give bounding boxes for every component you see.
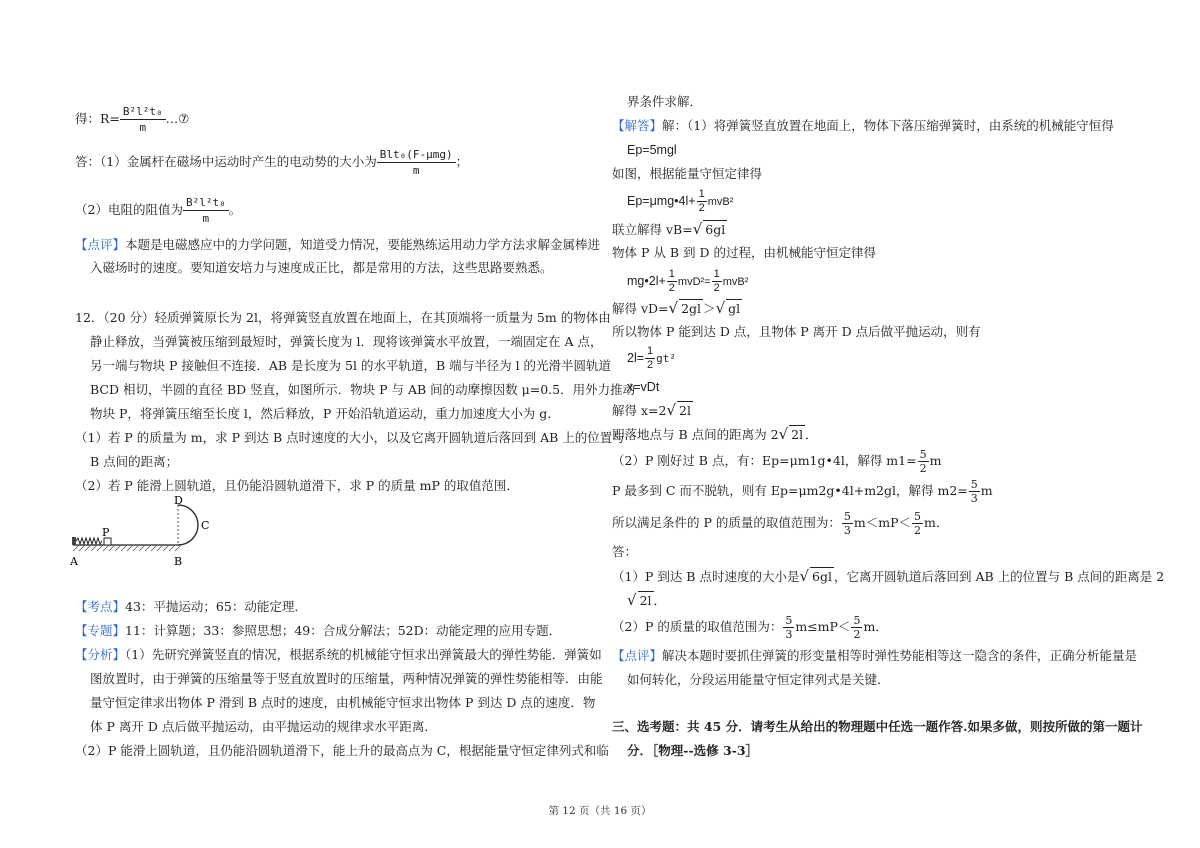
denominator: 2 (698, 202, 705, 215)
section-3-line-2: 分．［物理--选修 3-3］ (627, 743, 759, 758)
fraction (667, 268, 677, 295)
eq-text-2: m≤mP＜ (795, 619, 851, 634)
sqrt-content-2: gl (728, 301, 741, 316)
eq-text: 2l= (627, 351, 645, 365)
r-line-7: 物体 P 从 B 到 D 的过程，由机械能守恒定律得 (612, 245, 876, 260)
review-tag: 【点评】 (75, 237, 126, 252)
block-p (104, 538, 111, 545)
eq-text: 解得 vD= (612, 301, 669, 316)
sqrt-symbol-2: √ (715, 299, 726, 317)
eq-tail: mvB² (707, 196, 734, 208)
label-c: C (201, 519, 210, 532)
numerator: 1 (713, 268, 720, 281)
denominator: 3 (970, 492, 978, 505)
eq-text: mg•2l+ (627, 274, 666, 288)
fraction-2 (712, 268, 722, 295)
jieda-text: 解：（1）将弹簧竖直放置在地面上，物体下落压缩弹簧时，由系统的机械能守恒得 (662, 118, 1114, 133)
fenxi-line-3: 量守恒定律求出物体 P 滑到 B 点时的速度，由机械能守恒求出物体 P 到达 D 点的速度．物 (90, 695, 596, 710)
sqrt-content: 2l (639, 593, 652, 608)
review-line-2: 入磁场时的速度。要知道安培力与速度成正比，都是常用的方法，这些思路要熟悉。 (90, 260, 553, 275)
sqrt-content: 6gl (705, 222, 726, 237)
dianping-line-2: 如何转化，分段运用能量守恒定律列式是关键． (627, 672, 890, 687)
numerator: 5 (913, 510, 921, 523)
denominator: 3 (785, 628, 793, 641)
denominator: m (139, 121, 147, 134)
dianping-text: 解决本题时要抓住弹簧的形变量相等时弹性势能相等这一隐含的条件，正确分析能量是 (662, 648, 1138, 663)
r-line-17 (612, 508, 948, 538)
sqrt-symbol: √ (799, 567, 810, 585)
answer-2-text: （2）电阻的阻值为 (75, 202, 183, 217)
r-line-3: Ep=5mgl (627, 143, 677, 157)
denominator: 3 (843, 524, 851, 537)
eq-text-2: ，它离开圆轨道后落回到 AB 上的位置与 B 点间的距离是 2 (834, 569, 1165, 584)
fenxi-tag: 【分析】 (75, 647, 126, 662)
sqrt-content: 6gl (812, 569, 832, 584)
r-line-12: x=vDt (627, 380, 660, 394)
eq-unit: m (980, 483, 993, 498)
denominator: 2 (919, 462, 927, 475)
fraction (377, 147, 456, 178)
jieda-tag: 【解答】 (612, 118, 663, 133)
r-line-11 (627, 343, 676, 374)
fraction (120, 104, 166, 135)
eq-text-3: m． (923, 515, 949, 530)
r-line-14 (612, 425, 818, 444)
denominator: 2 (713, 282, 720, 295)
greater-than: ＞ (703, 301, 716, 316)
fraction-2 (912, 510, 923, 537)
sqrt-content: 2gl (681, 301, 702, 316)
answer-2-suffix: 。 (228, 202, 242, 217)
denominator: 2 (647, 359, 654, 372)
eq-text-3: mvB² (722, 276, 749, 288)
answer-2 (75, 190, 241, 230)
eq-text: 联立解得 vB= (612, 222, 693, 237)
numerator: 5 (919, 448, 927, 461)
review-line-1 (75, 236, 600, 254)
sqrt-symbol: √ (666, 401, 677, 419)
page-footer: 第 12 页（共 16 页） (548, 805, 652, 817)
fenxi-text: （1）先研究弹簧竖直的情况，根据系统的机械能守恒求出弹簧最大的弹性势能．弹簧如 (125, 647, 602, 662)
answer-1-suffix: ； (455, 154, 469, 169)
spring (76, 538, 102, 544)
answer-1-text: 答：（1）金属杆在磁场中运动时产生的电动势的大小为 (75, 154, 377, 169)
eq-text: （2）P 的质量的取值范围为： (612, 619, 783, 634)
label-p: P (102, 526, 110, 539)
fraction (842, 510, 853, 537)
r-line-13 (612, 401, 693, 420)
eq-text-2: mvD²= (677, 276, 711, 288)
zhuanti-tag: 【专题】 (75, 623, 126, 638)
eq-text: Ep=μmg•4l+ (627, 194, 696, 208)
fraction (183, 195, 229, 226)
denominator: 2 (913, 524, 921, 537)
semicircle-track (178, 505, 198, 545)
question-12-line-5: 物块 P，将弹簧压缩至长度 l，然后释放，P 开始沿轨道运动，重力加速度大小为 g． (90, 406, 560, 421)
r-line-1: 界条件求解． (627, 94, 703, 109)
r-line-18: 答： (612, 544, 638, 559)
numerator: 1 (698, 188, 705, 201)
label-b: B (174, 555, 183, 568)
subquestion-1-line-1: （1）若 P 的质量为 m，求 P 到达 B 点时速度的大小，以及它离开圆轨道后落回到 AB 上的位置与 (75, 430, 625, 445)
numerator: B²l²t₀ (183, 195, 229, 211)
eq-text-2: m＜mP＜ (853, 515, 911, 530)
denominator: 2 (668, 282, 675, 295)
question-12-line-4: BCD 相切，半圆的直径 BD 竖直，如图所示．物块 P 与 AB 间的动摩擦因数 μ=0.5．用外力推动 (90, 382, 636, 397)
r-line-5 (627, 186, 733, 217)
numerator: 5 (970, 478, 978, 491)
fenxi-line-5: （2）P 能滑上圆轨道，且仍能沿圆轨道滑下，能上升的最高点为 C，根据能量守恒定律列式和临 (75, 743, 609, 758)
numerator: 1 (668, 268, 675, 281)
eq-text-2: gt² (656, 352, 677, 365)
r-line-15 (612, 446, 941, 476)
sqrt-content: 2l (679, 403, 691, 418)
numerator: 5 (843, 510, 851, 523)
answer-1 (75, 142, 468, 182)
question-12-line-3: 另一端与物块 P 接触但不连接．AB 是长度为 5l 的水平轨道，B 端与半径为 l 的光滑半圆轨道 (90, 358, 612, 373)
eq-text: （2）P 刚好过 B 点，有：Ep=μm1g•4l，解得 m1= (612, 453, 917, 468)
r-line-4: 如图，根据能量守恒定律得 (612, 166, 763, 181)
question-12-line-1: 12．（20 分）轻质弹簧原长为 2l，将弹簧竖直放置在地面上，在其顶端将一质量为 5m 的物体由 (75, 310, 611, 325)
fenxi-line-4: 体 P 离开 D 点后做平抛运动，由平抛运动的规律求水平距离． (90, 719, 437, 734)
eq-text: 所以满足条件的 P 的质量的取值范围为： (612, 515, 841, 530)
eq-suffix: ． (653, 593, 667, 608)
eq-text: （1）P 到达 B 点时速度的大小是 (612, 569, 800, 584)
result-prefix: 得：R= (75, 111, 120, 126)
numerator: 5 (785, 614, 793, 627)
eq-text: P 最多到 C 而不脱轨，则有 Ep=μm2g•4l+m2gl，解得 m2= (612, 483, 968, 498)
denominator: m (412, 164, 420, 177)
numerator: 1 (647, 345, 654, 358)
kaodian-tag: 【考点】 (75, 599, 126, 614)
wall (72, 537, 76, 545)
eq-unit: m (929, 453, 942, 468)
kaodian (75, 598, 307, 616)
eq-text: 解得 x=2 (612, 403, 667, 418)
r-line-19 (612, 567, 1164, 586)
denominator: m (202, 212, 210, 225)
subquestion-2: （2）若 P 能滑上圆轨道，且仍能沿圆轨道滑下，求 P 的质量 mP 的取值范围． (75, 478, 519, 493)
result-r (75, 99, 189, 139)
numerator: B²l²t₀ (120, 104, 166, 120)
sqrt-symbol: √ (692, 220, 703, 238)
numerator: Blt₀(F-μmg) (377, 147, 456, 163)
numerator: 5 (853, 614, 861, 627)
fraction (918, 448, 929, 475)
sqrt-symbol: √ (778, 425, 789, 443)
eq-text: 即落地点与 B 点间的距离为 2 (612, 427, 779, 442)
eq-text-3: m． (863, 619, 888, 634)
zhuanti (75, 622, 561, 640)
fraction (783, 614, 794, 641)
track-figure (70, 495, 220, 575)
r-line-16 (612, 476, 993, 506)
label-d: D (174, 495, 183, 507)
kaodian-text: 43：平抛运动；65：动能定理． (125, 599, 307, 614)
review-text: 本题是电磁感应中的力学问题，知道受力情况，要能熟练运用动力学方法求解金属棒进 (125, 237, 601, 252)
denominator: 2 (853, 628, 861, 641)
result-suffix: …⑦ (165, 111, 190, 126)
r-line-10: 所以物体 P 能到达 D 点，且物体 P 离开 D 点后做平抛运动，则有 (612, 324, 981, 339)
fraction (969, 478, 980, 505)
label-a: A (70, 555, 78, 568)
r-line-20 (627, 591, 666, 610)
fraction-2 (851, 614, 862, 641)
sqrt-symbol: √ (668, 299, 679, 317)
section-3-line-1: 三、选考题：共 45 分．请考生从给出的物理题中任选一题作答.如果多做，则按所做的第一题计 (612, 719, 1143, 734)
sqrt-content: 2l (791, 427, 804, 442)
r-line-9 (612, 299, 742, 318)
jieda (612, 117, 1114, 135)
r-line-21 (612, 612, 888, 642)
fraction (645, 345, 655, 372)
dianping (612, 647, 1137, 665)
sqrt-symbol: √ (627, 591, 637, 609)
ground-hatch (73, 545, 180, 551)
fenxi-line-1 (75, 646, 602, 664)
dianping-tag: 【点评】 (612, 648, 663, 663)
zhuanti-text: 11：计算题；33：参照思想；49：合成分解法；52D：动能定理的应用专题． (125, 623, 562, 638)
r-line-8 (627, 266, 748, 297)
question-12-line-2: 静止释放，当弹簧被压缩到最短时，弹簧长度为 l．现将该弹簧水平放置，一端固定在 A 点， (90, 334, 603, 349)
r-line-6 (612, 220, 727, 239)
fenxi-line-2: 图放置时，由于弹簧的压缩量等于竖直放置时的压缩量，两种情况弹簧的弹性势能相等．由能 (90, 671, 603, 686)
eq-suffix: ． (805, 427, 818, 442)
fraction (697, 188, 707, 215)
subquestion-1-line-2: B 点间的距离； (90, 454, 179, 469)
